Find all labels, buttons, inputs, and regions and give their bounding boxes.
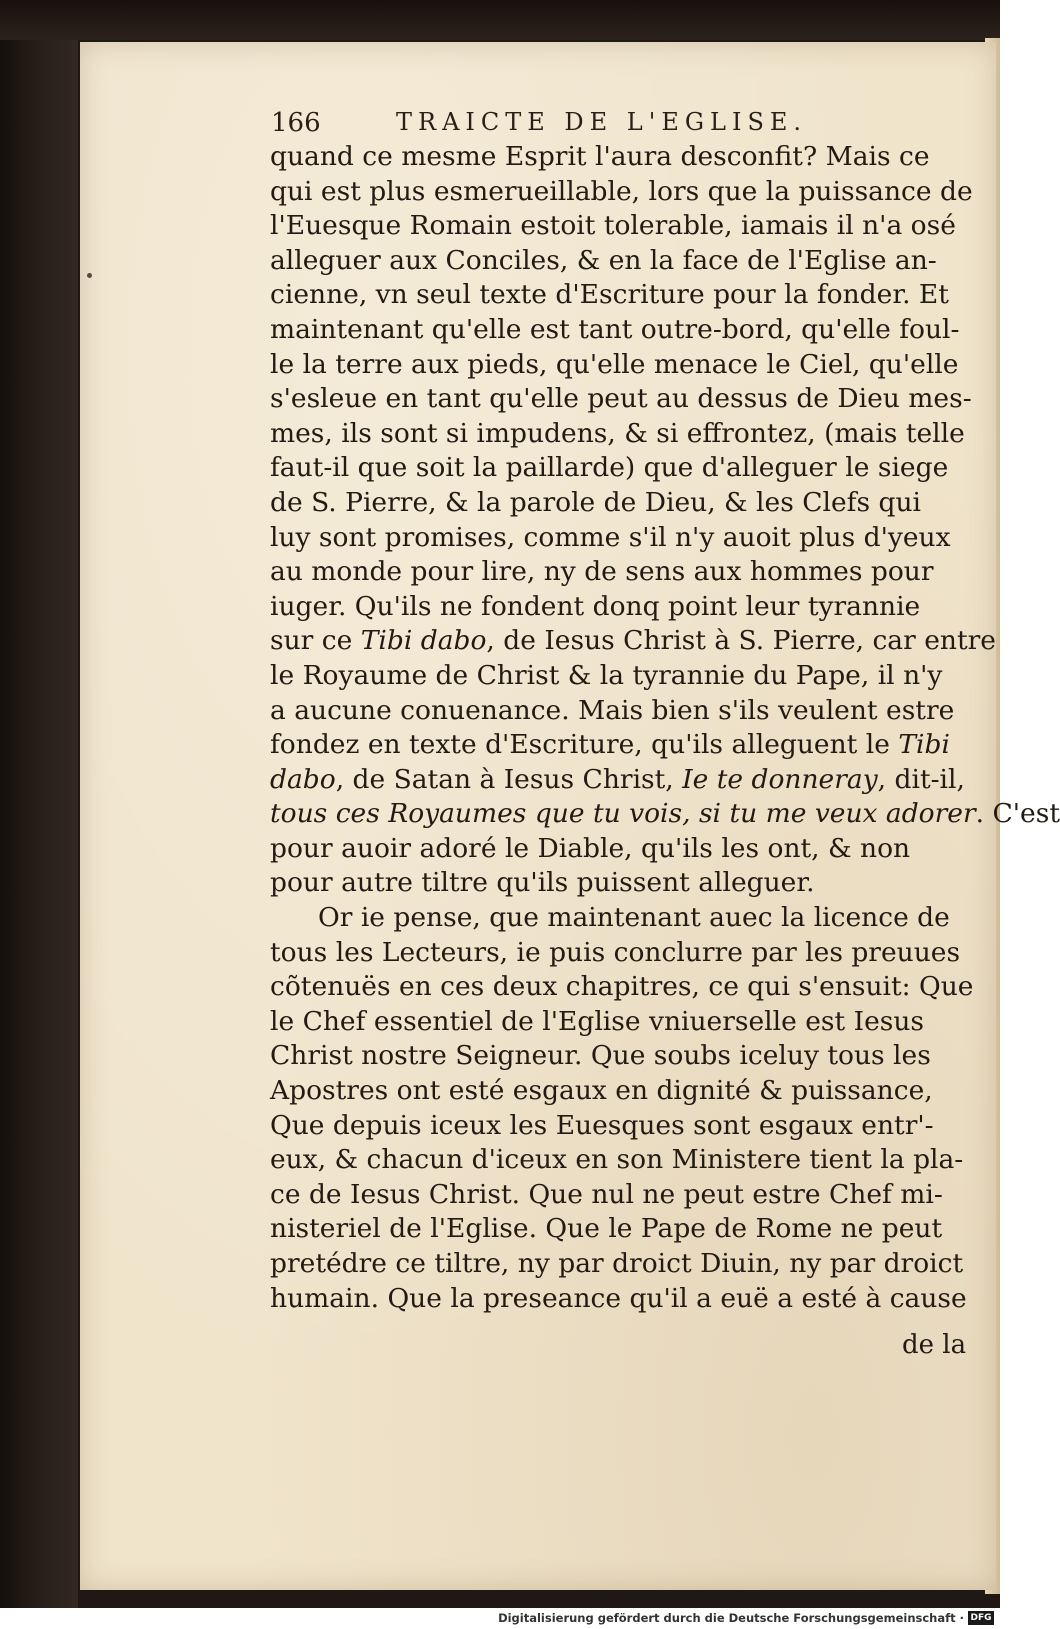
dfg-logo: DFG — [968, 1611, 994, 1625]
text-line — [270, 832, 970, 867]
page-number: 166 — [271, 108, 321, 138]
text-segment: cõtenuës en ces deux chapitres, ce qui s'ensuit: Que — [270, 971, 974, 1003]
text-segment: humain. Que la preseance qu'il a euë a esté à cause — [270, 1282, 967, 1314]
italic-text: Tibi — [898, 729, 950, 761]
text-line — [270, 659, 970, 694]
text-line — [270, 555, 970, 590]
text-segment: ce de Iesus Christ. Que nul ne peut estre Chef mi- — [270, 1178, 943, 1210]
text-line — [270, 1005, 970, 1040]
text-line — [270, 1178, 970, 1213]
text-segment: Or ie pense, que maintenant auec la licence de — [318, 902, 950, 934]
catchword: de la — [902, 1330, 967, 1360]
margin-mark — [87, 273, 92, 278]
footer-bar — [0, 1608, 1000, 1629]
text-line — [270, 1247, 970, 1282]
italic-text: Tibi dabo — [360, 625, 487, 657]
text-line — [270, 1074, 970, 1109]
text-segment: mes, ils sont si impudens, & si effrontez, (mais telle — [270, 417, 965, 449]
text-segment: eux, & chacun d'iceux en son Ministere tient la pla- — [270, 1144, 964, 1176]
text-line — [270, 797, 1060, 832]
text-segment: le Chef essentiel de l'Eglise vniuerselle est Iesus — [270, 1005, 925, 1037]
text-segment: , de Iesus Christ à S. Pierre, car entre — [486, 625, 996, 657]
text-line — [270, 313, 970, 348]
text-segment: faut-il que soit la paillarde) que d'alleguer le siege — [270, 452, 949, 484]
text-segment: a aucune conuenance. Mais bien s'ils veulent estre — [270, 694, 955, 726]
text-segment: , dit-il, — [877, 763, 965, 795]
funding-credit: Digitalisierung gefördert durch die Deutsche Forschungsgemeinschaft · — [498, 1611, 964, 1625]
text-segment: l'Euesque Romain estoit tolerable, iamais il n'a osé — [270, 210, 956, 242]
text-line — [270, 521, 970, 556]
text-segment: luy sont promises, comme s'il n'y auoit plus d'yeux — [270, 521, 951, 553]
text-line — [270, 1039, 970, 1074]
text-segment: Apostres ont esté esgaux en dignité & puissance, — [270, 1075, 933, 1107]
text-line — [270, 936, 970, 971]
text-line — [270, 624, 996, 659]
body-text — [270, 140, 1060, 1316]
text-line — [270, 590, 970, 625]
text-line — [270, 1212, 970, 1247]
text-segment: alleguer aux Conciles, & en la face de l'Eglise an- — [270, 244, 937, 276]
frame-left-strip — [0, 0, 78, 1608]
text-line — [270, 451, 970, 486]
text-segment: maintenant qu'elle est tant outre-bord, qu'elle foul- — [270, 313, 960, 345]
text-line — [270, 1143, 970, 1178]
text-line — [270, 866, 970, 901]
text-line — [270, 175, 973, 210]
text-segment: sur ce — [270, 625, 361, 657]
text-line — [270, 348, 970, 383]
text-line — [270, 970, 974, 1005]
running-title: TRAICTE DE L'EGLISE. — [396, 108, 808, 136]
text-line — [270, 728, 970, 763]
text-segment: . C'est — [975, 798, 1060, 830]
text-segment: qui est plus esmerueillable, lors que la puissance de — [270, 175, 973, 207]
text-line — [270, 417, 970, 452]
italic-text: tous ces Royaumes que tu vois, si tu me veux adorer — [270, 798, 976, 830]
text-segment: quand ce mesme Esprit l'aura desconfit? Mais ce — [270, 141, 930, 172]
text-segment: Que depuis iceux les Euesques sont esgaux entr'- — [270, 1109, 934, 1141]
text-segment: pour autre tiltre qu'ils puissent alleguer. — [270, 867, 815, 899]
italic-text: Ie te donneray — [682, 763, 878, 795]
text-segment: fondez en texte d'Escriture, qu'ils alleguent le — [270, 729, 899, 761]
text-line — [270, 278, 970, 313]
text-segment: le Royaume de Christ & la tyrannie du Pape, il n'y — [270, 659, 943, 691]
running-head — [271, 108, 961, 144]
text-line — [270, 694, 970, 729]
text-line — [270, 140, 970, 175]
text-segment: pretédre ce tiltre, ny par droict Diuin, ny par droict — [270, 1248, 964, 1279]
text-line — [270, 486, 970, 521]
text-line — [270, 901, 970, 936]
text-segment: s'esleue en tant qu'elle peut au dessus de Dieu mes- — [270, 383, 972, 415]
text-line — [270, 209, 970, 244]
text-line — [270, 763, 970, 798]
text-line — [270, 1282, 970, 1317]
text-segment: tous les Lecteurs, ie puis conclurre par les preuues — [270, 936, 961, 968]
text-line — [270, 1109, 970, 1144]
text-segment: au monde pour lire, ny de sens aux hommes pour — [270, 556, 934, 588]
text-segment: de S. Pierre, & la parole de Dieu, & les Clefs qui — [270, 486, 922, 518]
text-segment: nisteriel de l'Eglise. Que le Pape de Rome ne peut — [270, 1213, 943, 1245]
text-segment: Christ nostre Seigneur. Que soubs iceluy tous les — [270, 1040, 931, 1072]
text-line — [270, 382, 970, 417]
frame-top-strip — [0, 0, 1000, 40]
text-segment: cienne, vn seul texte d'Escriture pour la fonder. Et — [270, 279, 949, 311]
text-segment: pour auoir adoré le Diable, qu'ils les ont, & non — [270, 832, 911, 864]
text-segment: , de Satan à Iesus Christ, — [335, 763, 683, 795]
italic-text: dabo — [270, 763, 336, 795]
text-segment: le la terre aux pieds, qu'elle menace le Ciel, qu'elle — [270, 348, 959, 380]
text-segment: iuger. Qu'ils ne fondent donq point leur tyrannie — [270, 590, 921, 622]
text-line — [270, 244, 970, 279]
